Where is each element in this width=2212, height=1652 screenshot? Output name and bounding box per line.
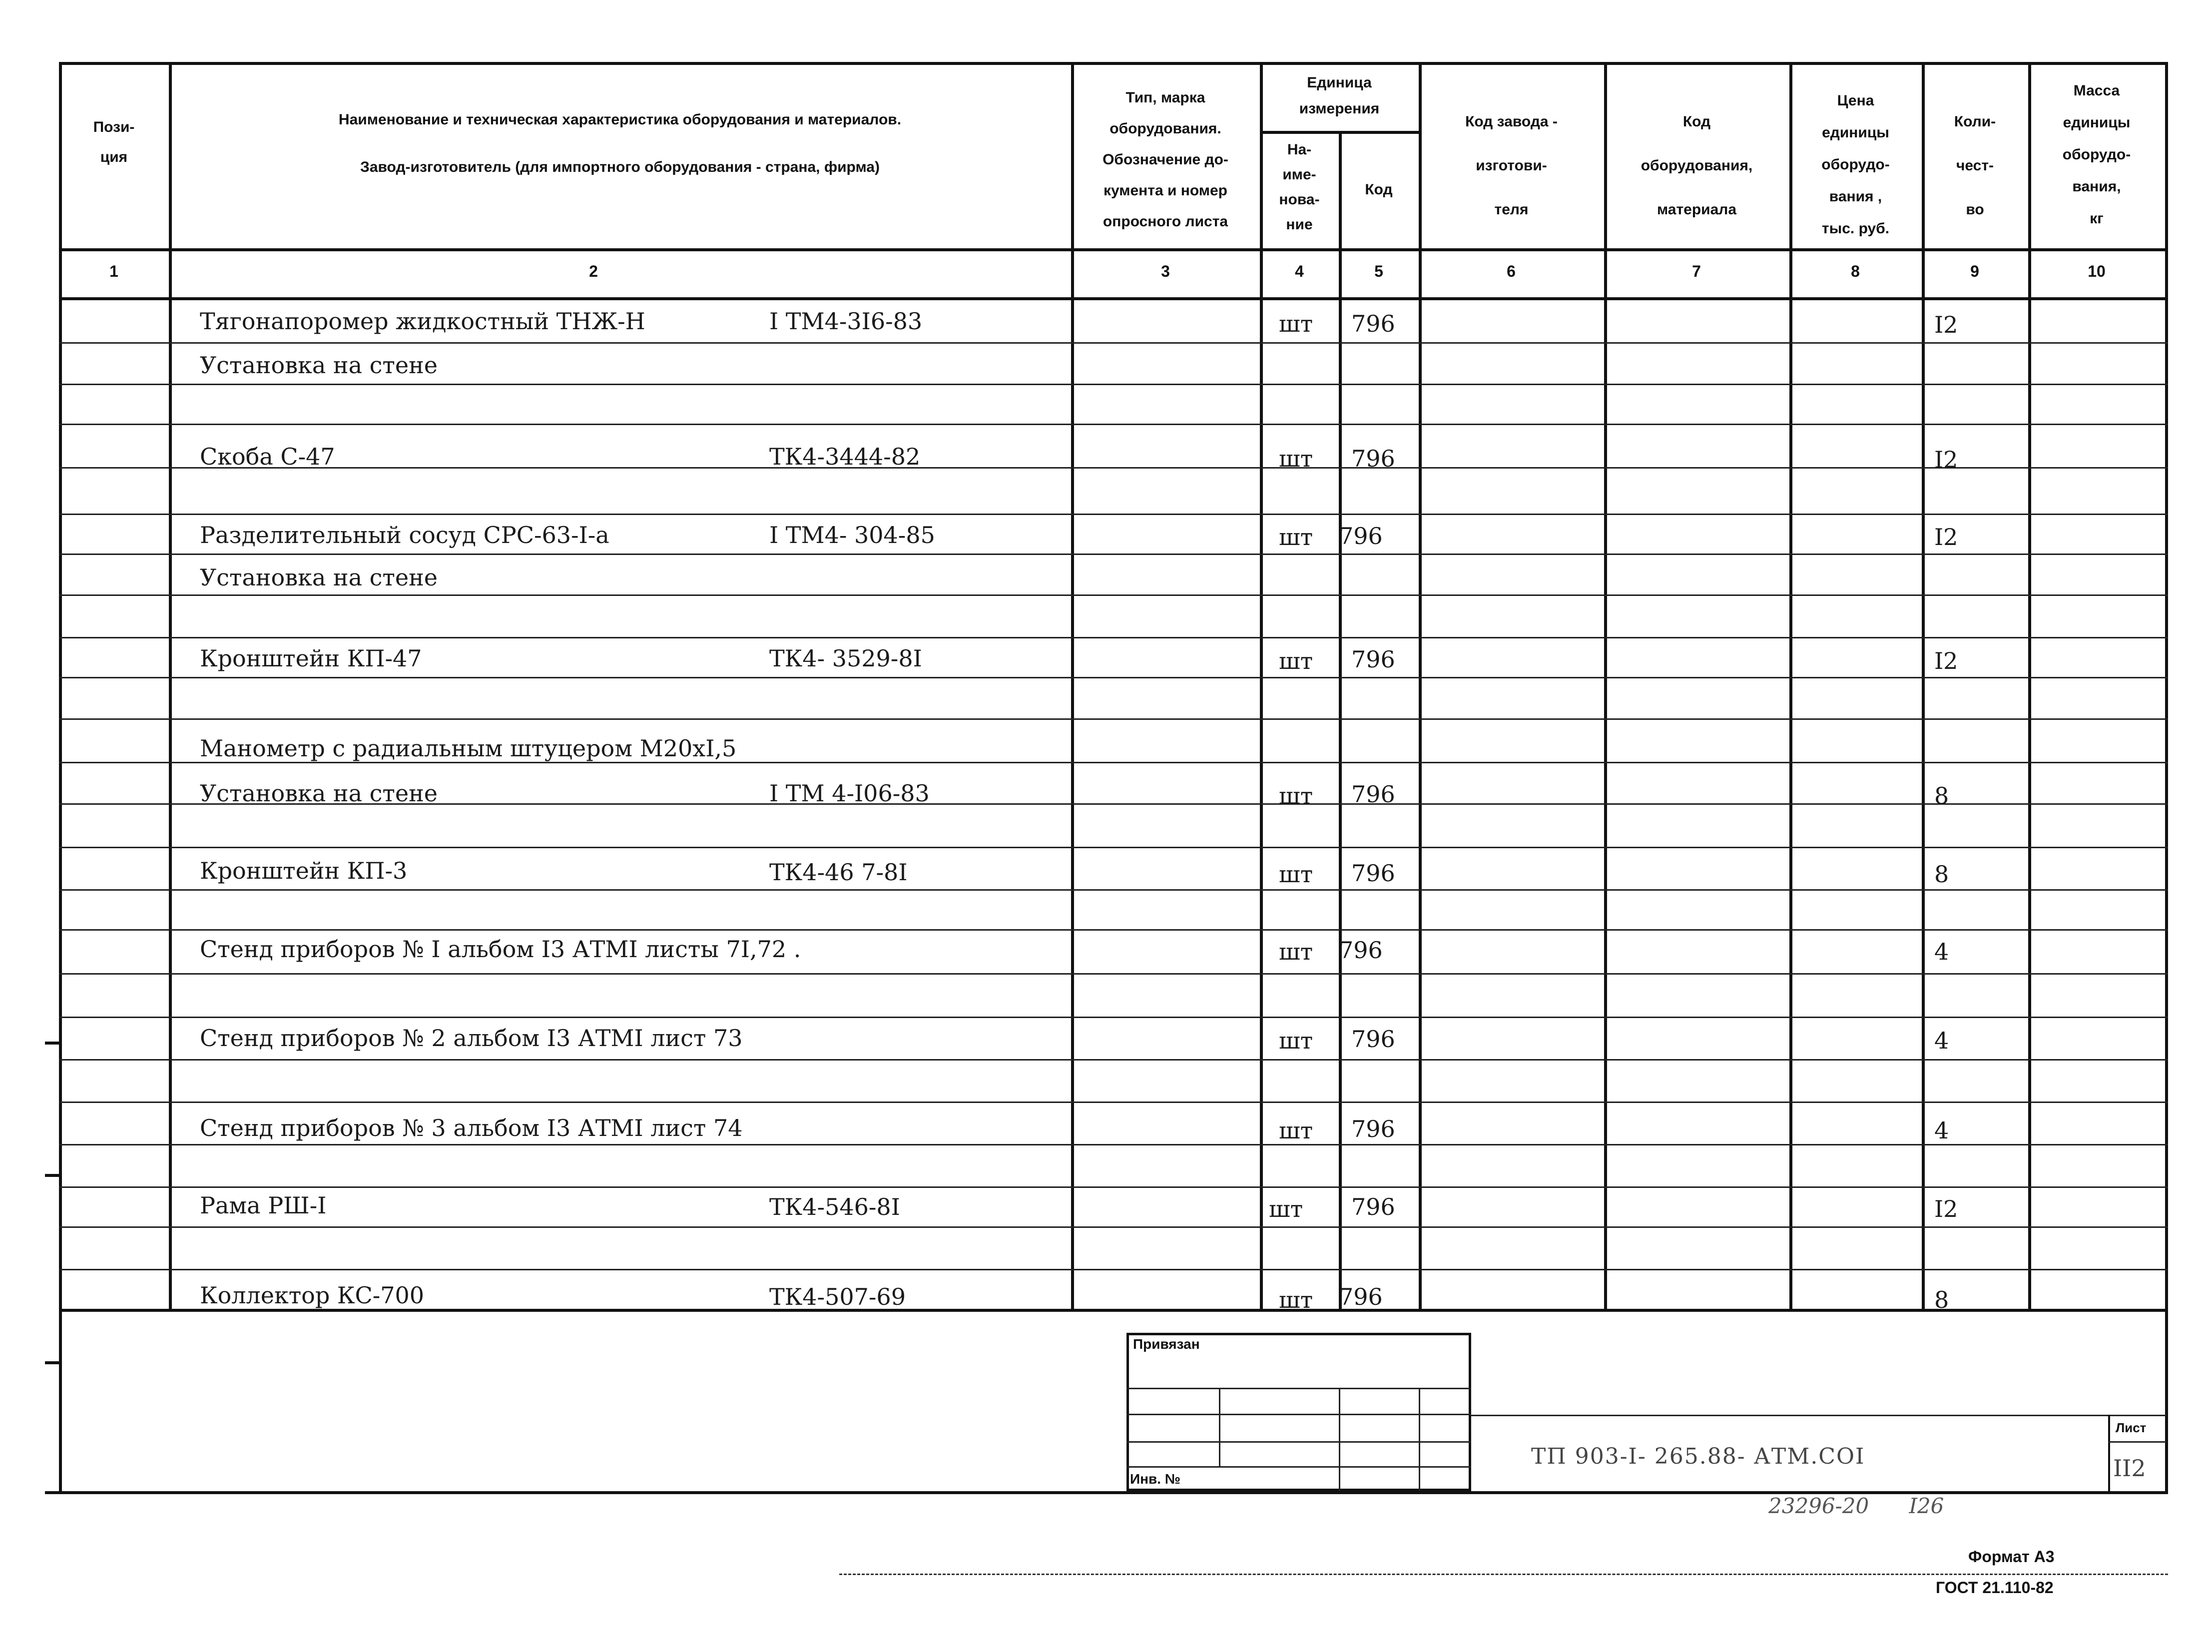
row-quantity: 4 [1934, 1117, 1949, 1144]
row-unit: шт [1279, 782, 1313, 809]
column-number: 9 [1970, 262, 1979, 280]
row-unit-code: 796 [1351, 860, 1395, 887]
row-unit: шт [1279, 310, 1313, 337]
tied-label: Привязан [1133, 1336, 1200, 1352]
row-unit-code: 796 [1351, 1115, 1395, 1142]
row-unit: шт [1279, 1117, 1313, 1144]
row-document: ТК4-546-8I [769, 1193, 900, 1220]
row-unit-code: 796 [1351, 781, 1395, 808]
header-name-line2: Завод-изготовитель (для импортного оборудования - страна, фирма) [360, 159, 880, 175]
column-number: 2 [589, 262, 598, 280]
header-mass: Масса единицы оборудо- вания, кг [2062, 82, 2131, 227]
row-name: Тягонапоромер жидкостный ТНЖ-Н [200, 308, 645, 335]
row-unit-code: 796 [1339, 937, 1383, 964]
header-unit-code: Код [1365, 181, 1393, 198]
row-unit-code: 796 [1351, 445, 1395, 472]
inventory-label: Инв. № [1130, 1471, 1181, 1487]
column-number: 7 [1692, 262, 1701, 280]
row-quantity: I2 [1934, 446, 1958, 473]
row-quantity: I2 [1934, 524, 1958, 551]
row-quantity: I2 [1934, 311, 1958, 338]
row-unit-code: 796 [1339, 523, 1383, 550]
format-label: Формат А3 [1968, 1548, 2055, 1566]
row-quantity: 8 [1934, 1286, 1949, 1313]
row-name: Установка на стене [200, 564, 438, 591]
column-number: 4 [1295, 262, 1304, 280]
row-unit-code: 796 [1351, 1026, 1395, 1053]
row-quantity: 4 [1934, 1027, 1949, 1054]
row-name: Рама РШ-I [200, 1192, 327, 1219]
row-quantity: I2 [1934, 647, 1958, 674]
row-name: Установка на стене [200, 352, 438, 379]
header-price: Цена единицы оборудо- вания , тыс. руб. [1821, 92, 1890, 237]
row-document: ТК4-46 7-8I [769, 859, 908, 886]
row-unit-code: 796 [1351, 1193, 1395, 1220]
row-quantity: 8 [1934, 782, 1949, 809]
header-quantity: Коли- чест- во [1954, 113, 1996, 218]
row-unit-code: 796 [1351, 646, 1395, 673]
row-name: Кронштейн КП-3 [200, 857, 408, 884]
handwritten-note: 23296-20 I26 [1768, 1494, 1944, 1518]
header-type: Тип, марка оборудования. Обозначение до- кумента и номер опросного листа [1103, 89, 1228, 230]
row-document: ТК4- 3529-8I [769, 645, 922, 672]
sheet-number: II2 [2113, 1455, 2146, 1482]
row-unit-code: 796 [1351, 310, 1395, 337]
document-designation: ТП 903-I- 265.88- АТМ.СОI [1531, 1444, 1865, 1469]
column-number: 6 [1507, 262, 1516, 280]
row-unit-code: 796 [1339, 1283, 1383, 1310]
column-number: 3 [1161, 262, 1170, 280]
row-name: Стенд приборов № I альбом I3 АТМI листы 7I,72 . [200, 936, 801, 963]
row-name: Кронштейн КП-47 [200, 645, 422, 672]
row-name: Установка на стене [200, 780, 438, 807]
header-unit-group: Единица измерения [1299, 74, 1380, 117]
row-unit: шт [1279, 938, 1313, 965]
row-document: I ТМ4- 304-85 [769, 522, 935, 549]
column-number: 10 [2088, 262, 2106, 280]
header-factory-code: Код завода - изготови- теля [1465, 113, 1558, 218]
column-number: 1 [109, 262, 118, 280]
sheet-label: Лист [2116, 1420, 2147, 1435]
row-unit: шт [1279, 524, 1313, 551]
row-name: Скоба С-47 [200, 443, 335, 470]
row-document: I ТМ4-3I6-83 [769, 308, 923, 335]
header-unit-name: На- име- нова- ние [1279, 141, 1320, 233]
row-unit: шт [1279, 445, 1313, 472]
header-position: Пози- ция [93, 119, 135, 165]
header-equipment-code: Код оборудования, материала [1641, 113, 1753, 218]
row-name: Коллектор КС-700 [200, 1282, 425, 1309]
row-unit: шт [1279, 1027, 1313, 1054]
row-quantity: 8 [1934, 861, 1949, 888]
row-document: ТК4-507-69 [769, 1283, 906, 1310]
row-name: Стенд приборов № 2 альбом I3 АТМI лист 73 [200, 1025, 743, 1052]
row-name: Манометр с радиальным штуцером М20хI,5 [200, 735, 737, 762]
row-quantity: I2 [1934, 1195, 1958, 1222]
row-name: Стенд приборов № 3 альбом I3 АТМI лист 74 [200, 1114, 743, 1141]
header-name-line1: Наименование и техническая характеристика оборудования и материалов. [338, 111, 902, 128]
row-unit: шт [1269, 1195, 1303, 1222]
gost-label: ГОСТ 21.110-82 [1936, 1579, 2054, 1597]
row-quantity: 4 [1934, 938, 1949, 965]
column-number: 5 [1374, 262, 1383, 280]
column-number: 8 [1851, 262, 1860, 280]
row-name: Разделительный сосуд СРС-63-I-а [200, 522, 609, 549]
row-document: I ТМ 4-I06-83 [769, 780, 930, 807]
row-unit: шт [1279, 1286, 1313, 1313]
row-document: ТК4-3444-82 [769, 443, 921, 470]
row-unit: шт [1279, 647, 1313, 674]
row-unit: шт [1279, 861, 1313, 888]
